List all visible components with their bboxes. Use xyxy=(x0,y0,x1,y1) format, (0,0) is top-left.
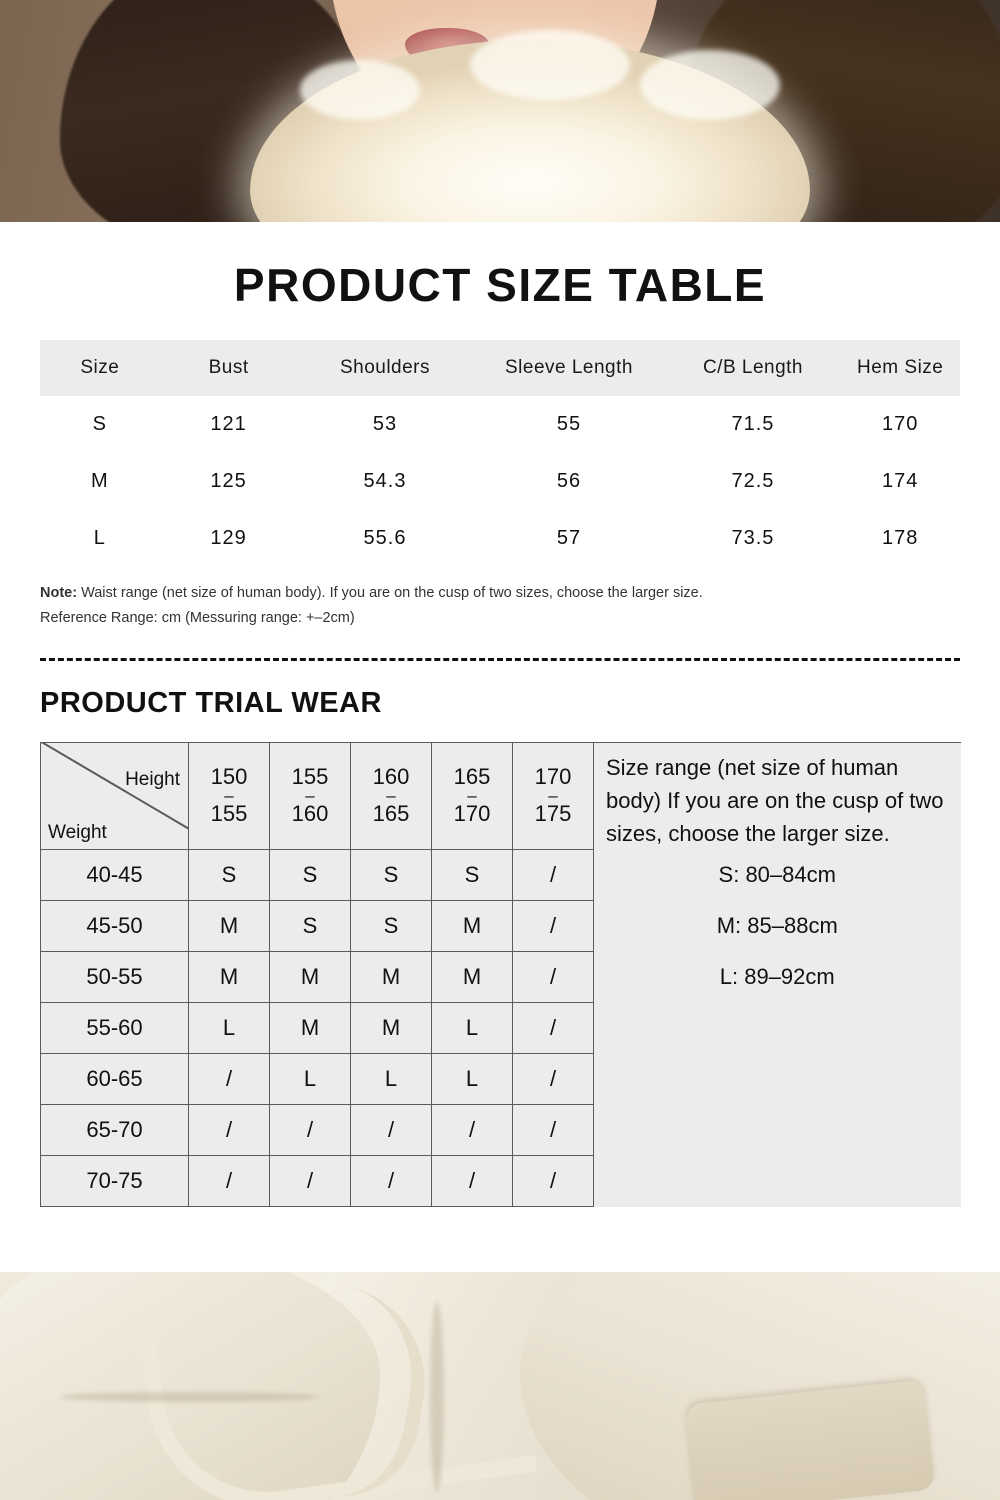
trial-cell: S xyxy=(351,901,432,952)
cell-bust: 129 xyxy=(210,527,247,549)
trial-cell: S xyxy=(351,850,432,901)
size-note-line-1 xyxy=(40,581,960,606)
trial-cell: / xyxy=(351,1156,432,1207)
size-range-note: Size range (net size of human body) If you are on the cusp of two sizes, choose the larger size. xyxy=(594,742,961,850)
table-row xyxy=(41,952,961,1003)
trial-cell: L xyxy=(270,1054,351,1105)
table-row xyxy=(41,1105,961,1156)
cell-size: L xyxy=(93,527,106,549)
height-from: 150 xyxy=(210,764,248,790)
trial-cell: / xyxy=(351,1105,432,1156)
column-header-cb-length: C/B Length xyxy=(666,340,841,396)
height-range-header xyxy=(189,742,270,850)
size-range-value-m: M: 85–88cm xyxy=(594,901,961,952)
section-divider xyxy=(40,658,960,661)
trial-cell: / xyxy=(432,1156,513,1207)
trial-cell: M xyxy=(351,1003,432,1054)
corner-header-cell xyxy=(41,742,189,850)
cell-bust: 125 xyxy=(210,470,247,492)
trial-cell: M xyxy=(270,952,351,1003)
trial-cell: S xyxy=(189,850,270,901)
table-row xyxy=(40,510,960,567)
table-row xyxy=(41,1054,961,1105)
side-blank-cell xyxy=(594,1156,961,1207)
height-dash: – xyxy=(224,786,234,806)
cell-cb-length: 71.5 xyxy=(731,413,775,435)
page-title: PRODUCT SIZE TABLE xyxy=(233,259,767,311)
weight-range-label: 50-55 xyxy=(41,952,189,1003)
height-to: 165 xyxy=(372,800,410,826)
trial-cell: / xyxy=(270,1156,351,1207)
hero-image-bottom xyxy=(0,1272,1000,1500)
trial-cell: M xyxy=(351,952,432,1003)
trial-cell: / xyxy=(513,1054,594,1105)
trial-wear-panel xyxy=(40,742,960,1208)
trial-cell: / xyxy=(270,1105,351,1156)
cell-cb-length: 72.5 xyxy=(731,470,775,492)
trial-cell: / xyxy=(513,1003,594,1054)
trial-cell: L xyxy=(432,1054,513,1105)
table-header-row xyxy=(40,340,960,396)
weight-range-label: 45-50 xyxy=(41,901,189,952)
height-from: 160 xyxy=(372,764,410,790)
trial-cell: L xyxy=(351,1054,432,1105)
column-header-hem-size: Hem Size xyxy=(840,340,960,396)
trial-cell: M xyxy=(189,952,270,1003)
height-dash: – xyxy=(467,786,477,806)
size-note-text: Waist range (net size of human body). If you are on the cusp of two sizes, choose the larger size. xyxy=(77,585,703,601)
trial-cell: / xyxy=(189,1156,270,1207)
column-header-shoulders: Shoulders xyxy=(298,340,473,396)
side-blank-cell xyxy=(594,1105,961,1156)
trial-cell: S xyxy=(270,850,351,901)
trial-cell: M xyxy=(189,901,270,952)
cell-size: S xyxy=(92,413,107,435)
trial-cell: / xyxy=(513,1105,594,1156)
trial-header-row xyxy=(41,742,961,850)
height-dash: – xyxy=(548,786,558,806)
cell-hem-size: 178 xyxy=(882,527,919,549)
height-from: 155 xyxy=(291,764,329,790)
side-blank-cell xyxy=(594,1003,961,1054)
size-table xyxy=(40,340,960,567)
trial-cell: / xyxy=(513,1156,594,1207)
trial-cell: L xyxy=(432,1003,513,1054)
height-to: 160 xyxy=(291,800,329,826)
height-to: 155 xyxy=(210,800,248,826)
trial-cell: M xyxy=(432,901,513,952)
trial-cell: S xyxy=(270,901,351,952)
size-note-line-2: Reference Range: cm (Messuring range: +–2cm) xyxy=(40,610,355,627)
height-from: 170 xyxy=(534,764,572,790)
table-row xyxy=(41,850,961,901)
trial-cell: M xyxy=(432,952,513,1003)
size-range-value-l: L: 89–92cm xyxy=(594,952,961,1003)
column-header-size: Size xyxy=(40,340,160,396)
cell-shoulders: 55.6 xyxy=(363,527,407,549)
height-from: 165 xyxy=(453,764,491,790)
weight-range-label: 60-65 xyxy=(41,1054,189,1105)
table-row xyxy=(41,1156,961,1207)
column-header-bust: Bust xyxy=(160,340,298,396)
cell-sleeve-length: 55 xyxy=(556,413,582,435)
height-to: 175 xyxy=(534,800,572,826)
weight-range-label: 70-75 xyxy=(41,1156,189,1207)
cell-sleeve-length: 56 xyxy=(556,470,582,492)
height-to: 170 xyxy=(453,800,491,826)
height-dash: – xyxy=(305,786,315,806)
column-header-sleeve-length: Sleeve Length xyxy=(472,340,665,396)
corner-label-weight: Weight xyxy=(48,822,107,844)
weight-range-label: 40-45 xyxy=(41,850,189,901)
height-dash: – xyxy=(386,786,396,806)
trial-cell: M xyxy=(270,1003,351,1054)
trial-cell: S xyxy=(432,850,513,901)
table-row xyxy=(40,396,960,453)
coat-seam xyxy=(60,1392,320,1402)
cell-shoulders: 53 xyxy=(372,413,398,435)
trial-cell: / xyxy=(513,952,594,1003)
trial-cell: / xyxy=(513,850,594,901)
table-row xyxy=(40,453,960,510)
height-range-header xyxy=(513,742,594,850)
height-range-header xyxy=(270,742,351,850)
section-title-trial-wear: PRODUCT TRIAL WEAR xyxy=(40,686,382,719)
height-range-header xyxy=(432,742,513,850)
trial-cell: / xyxy=(189,1054,270,1105)
trial-cell: L xyxy=(189,1003,270,1054)
trial-wear-table xyxy=(40,742,961,1208)
corner-label-height: Height xyxy=(125,768,180,790)
size-note xyxy=(40,581,960,632)
cell-cb-length: 73.5 xyxy=(731,527,775,549)
side-blank-cell xyxy=(594,1054,961,1105)
fur-wisp xyxy=(300,60,420,120)
cell-hem-size: 170 xyxy=(882,413,919,435)
cell-size: M xyxy=(90,470,109,492)
hero-image-top xyxy=(0,0,1000,222)
trial-cell: / xyxy=(432,1105,513,1156)
cell-sleeve-length: 57 xyxy=(556,527,582,549)
cell-bust: 121 xyxy=(210,413,247,435)
trial-cell: / xyxy=(513,901,594,952)
fur-wisp xyxy=(640,50,780,120)
coat-seam xyxy=(430,1302,444,1492)
table-row xyxy=(41,901,961,952)
size-table-head xyxy=(40,340,960,396)
weight-range-label: 55-60 xyxy=(41,1003,189,1054)
height-range-header xyxy=(351,742,432,850)
weight-range-label: 65-70 xyxy=(41,1105,189,1156)
size-table-body xyxy=(40,396,960,567)
size-note-label: Note: xyxy=(40,585,78,601)
cell-hem-size: 174 xyxy=(882,470,919,492)
fur-wisp xyxy=(470,30,630,100)
size-range-value-s: S: 80–84cm xyxy=(594,850,961,901)
cell-shoulders: 54.3 xyxy=(363,470,407,492)
trial-cell: / xyxy=(189,1105,270,1156)
table-row xyxy=(41,1003,961,1054)
